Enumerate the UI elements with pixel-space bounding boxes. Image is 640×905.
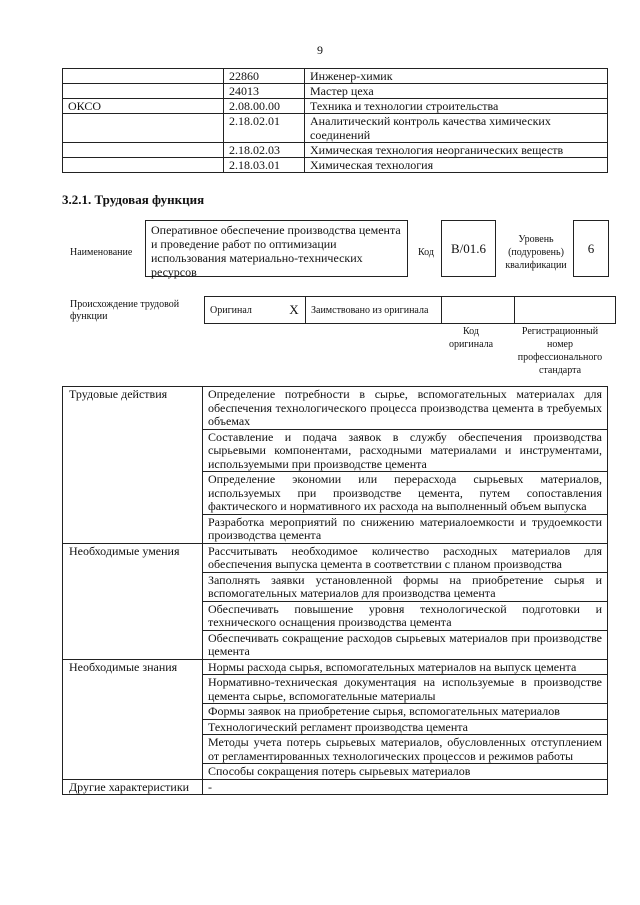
table-cell-code: 2.08.00.00: [224, 99, 305, 114]
function-details-table: [62, 386, 608, 795]
skill-item: Обеспечивать повышение уровня технологической подготовки и технического оснащения производства цемента: [203, 601, 608, 630]
other-characteristics-label: Другие характеристики: [63, 779, 203, 795]
table-cell-name: Мастер цеха: [305, 84, 608, 99]
knowledge-item: Формы заявок на приобретение сырья, вспомогательных материалов: [203, 704, 608, 720]
table-row: [63, 143, 608, 158]
table-row: [63, 387, 608, 430]
table-row: [63, 69, 608, 84]
page-number: 9: [317, 43, 323, 57]
reg-number-cell: [515, 297, 616, 324]
table-cell-label: [63, 84, 224, 99]
table-cell-label: [63, 114, 224, 143]
function-name-box: Оперативное обеспечение производства цемента и проведение работ по оптимизации использования материально-технических ресурсов: [145, 220, 408, 277]
labor-action-item: Определение потребности в сырье, вспомогательных материалах для обеспечения технологического процесса производства цемента в требуемых объемах: [203, 387, 608, 430]
knowledge-item: Нормы расхода сырья, вспомогательных материалов на выпуск цемента: [203, 659, 608, 675]
labor-action-item: Определение экономии или перерасхода сырьевых материалов, используемых при производстве цемента, путем сопоставления фактического и нормативного их расхода на выполненный объем выпуска: [203, 472, 608, 515]
origin-label: Происхождение трудовой функции: [70, 299, 180, 322]
table-cell-label: [63, 69, 224, 84]
knowledge-item: Технологический регламент производства цемента: [203, 719, 608, 735]
table-row: [63, 114, 608, 143]
original-label: Оригинал: [205, 297, 284, 324]
labor-actions-label: Трудовые действия: [63, 387, 203, 544]
original-mark: X: [283, 297, 306, 324]
borrowed-label: Заимствовано из оригинала: [306, 297, 442, 324]
table-cell-name: Техника и технологии строительства: [305, 99, 608, 114]
knowledge-label: Необходимые знания: [63, 659, 203, 779]
table-row: [63, 659, 608, 675]
skill-item: Заполнять заявки установленной формы на приобретение сырья и вспомогательных материалов для производства цемента: [203, 572, 608, 601]
table-cell-name: Аналитический контроль качества химических соединений: [305, 114, 608, 143]
qualification-level-box: 6: [573, 220, 609, 277]
table-cell-code: 2.18.02.03: [224, 143, 305, 158]
table-row: [63, 158, 608, 173]
origin-table: [204, 296, 616, 324]
table-cell-code: 2.18.03.01: [224, 158, 305, 173]
table-cell-label: [63, 158, 224, 173]
table-cell-name: Химическая технология неорганических веществ: [305, 143, 608, 158]
function-code-box: B/01.6: [441, 220, 496, 277]
qualification-level-label: Уровень (подуровень) квалификации: [505, 234, 567, 271]
name-label: Наименование: [70, 247, 133, 258]
reg-number-label: Регистрационный номер профессионального стандарта: [517, 326, 603, 376]
table-cell-label: ОКСО: [63, 99, 224, 114]
labor-action-item: Разработка мероприятий по снижению материалоемкости и трудоемкости производства цемента: [203, 514, 608, 543]
knowledge-item: Методы учета потерь сырьевых материалов, обусловленных отступлением от регламентированных технологических процессов и режимов работы: [203, 735, 608, 764]
table-cell-code: 24013: [224, 84, 305, 99]
table-cell-code: 22860: [224, 69, 305, 84]
section-title: 3.2.1. Трудовая функция: [62, 192, 205, 207]
skill-item: Обеспечивать сокращение расходов сырьевых материалов при производстве цемента: [203, 630, 608, 659]
table-cell-name: Инженер-химик: [305, 69, 608, 84]
labor-action-item: Составление и подача заявок в службу обеспечения производства сырьевыми компонентами, расходными материалами и инструментами, используемыми при производстве цемента: [203, 429, 608, 472]
skills-label: Необходимые умения: [63, 543, 203, 659]
table-cell-label: [63, 143, 224, 158]
table-cell-code: 2.18.02.01: [224, 114, 305, 143]
knowledge-item: Способы сокращения потерь сырьевых материалов: [203, 764, 608, 780]
table-cell-name: Химическая технология: [305, 158, 608, 173]
table-row: [63, 84, 608, 99]
okso-table: [62, 68, 608, 173]
table-row: [63, 779, 608, 795]
table-row: [63, 543, 608, 572]
skill-item: Рассчитывать необходимое количество расходных материалов для обеспечения выпуска цемента в соответствии с планом производства: [203, 543, 608, 572]
knowledge-item: Нормативно-техническая документация на используемые в производстве цемента сырье, вспомогательные материалы: [203, 675, 608, 704]
other-characteristics-value: -: [203, 779, 608, 795]
table-row: [63, 99, 608, 114]
code-label: Код: [418, 247, 434, 258]
code-original-label: Код оригинала: [448, 326, 494, 350]
code-original-cell: [442, 297, 515, 324]
table-row: [205, 297, 616, 324]
